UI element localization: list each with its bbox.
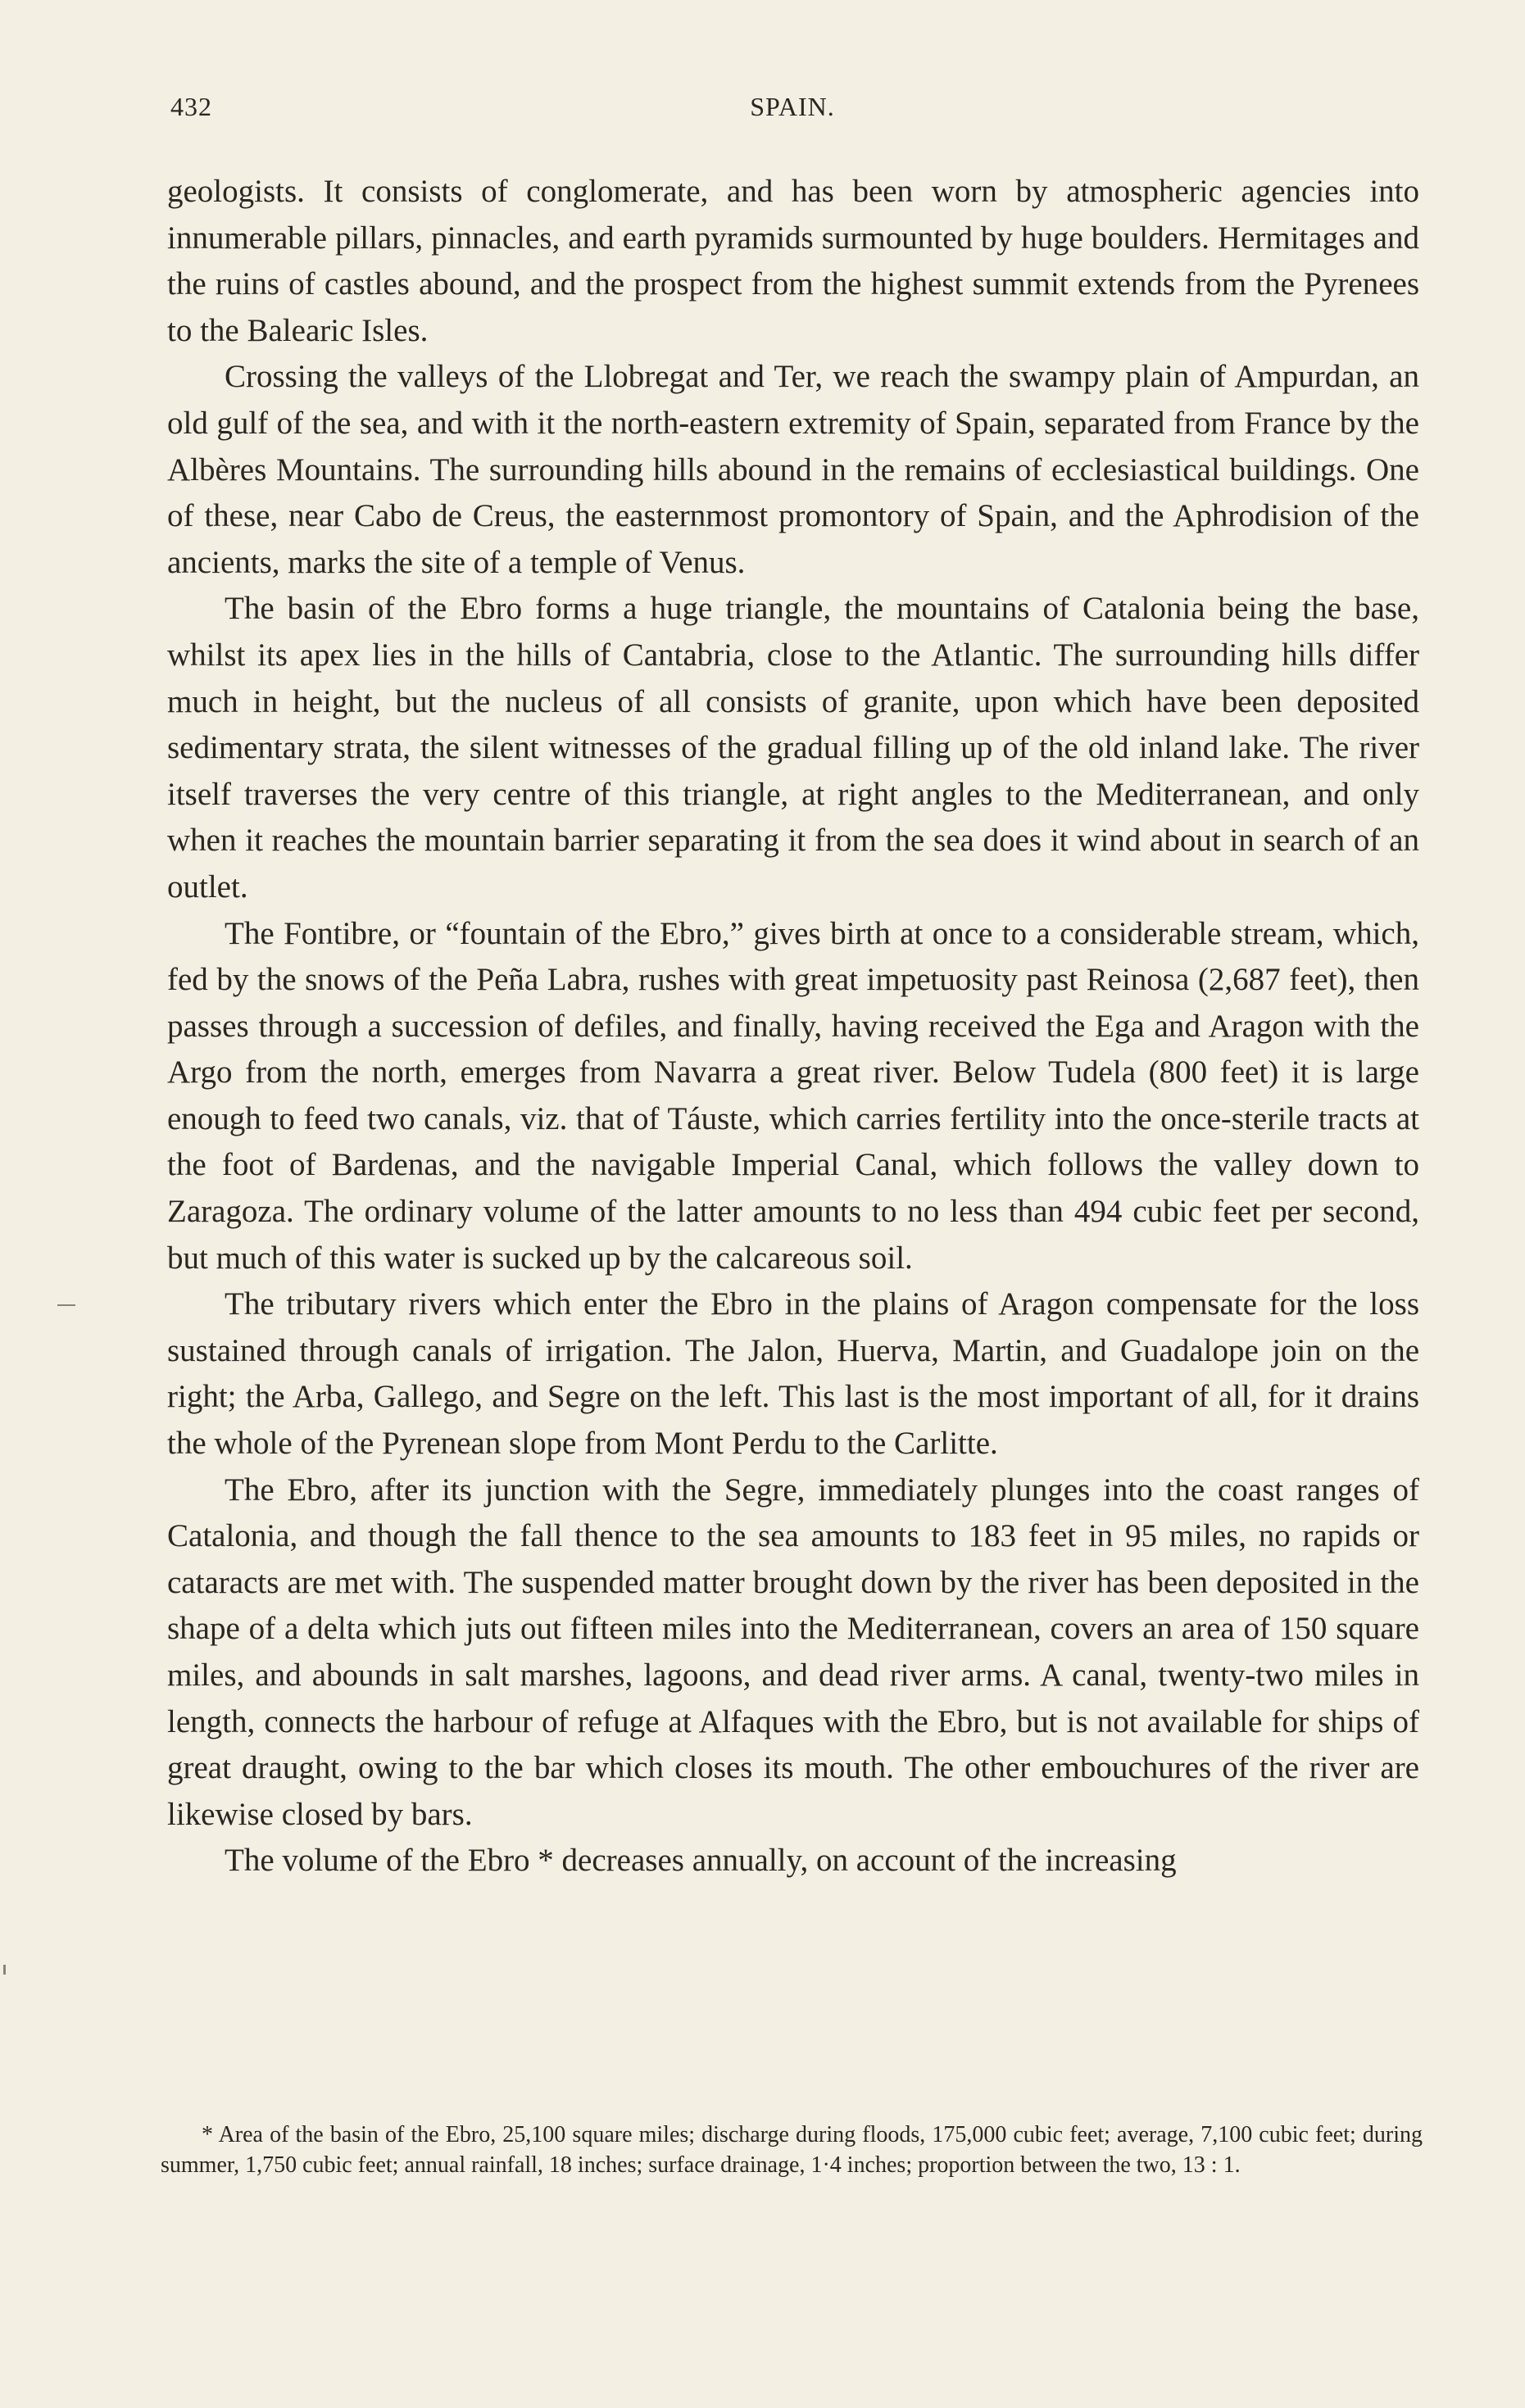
margin-mark [57, 1304, 75, 1306]
footnote: * Area of the basin of the Ebro, 25,100 square miles; discharge during floods, 175,000 cubic feet; average, 7,100 cubic feet; during summer, 1,750 cubic feet; annual rainfall, 18 inches; surface drainage, 1·4 inches; proportion between the two, 13 : 1. [161, 2122, 1423, 2178]
margin-mark [3, 1965, 6, 1975]
paragraph-ebro-basin: The basin of the Ebro forms a huge triangle, the mountains of Catalonia being the base, whilst its apex lies in the hills of Cantabria, close to the Atlantic. The surrounding hills differ much in height, but the nucleus of all consists of granite, upon which have been deposited sedimentary strata, the silent witnesses of the gradual filling up of the old inland lake. The river itself traverses the very centre of this triangle, at right angles to the Mediterranean, and only when it reaches the mountain barrier separating it from the sea does it wind about in search of an outlet. [167, 591, 1419, 905]
paragraph-ampurdan: Crossing the valleys of the Llobregat and Ter, we reach the swampy plain of Ampurdan, an old gulf of the sea, and with it the north-eastern extremity of Spain, separated from France by the Albères Mountains. The surrounding hills abound in the remains of ecclesiastical buildings. One of these, near Cabo de Creus, the easternmost promontory of Spain, and the Aphrodision of the ancients, marks the site of a temple of Venus. [167, 359, 1419, 580]
body-text [167, 169, 1419, 1884]
page-number: 432 [170, 92, 212, 121]
paragraph-geologists: geologists. It consists of conglomerate, and has been worn by atmospheric agencies into innumerable pillars, pinnacles, and earth pyramids surmounted by huge boulders. Hermitages and the ruins of castles abound, and the prospect from the highest summit extends from the Pyrenees to the Balearic Isles. [167, 174, 1419, 348]
paragraph-tributaries: The tributary rivers which enter the Ebro in the plains of Aragon compensate for the loss sustained through canals of irrigation. The Jalon, Huerva, Martin, and Guadalope join on the right; the Arba, Gallego, and Segre on the left. This last is the most important of all, for it drains the whole of the Pyrenean slope from Mont Perdu to the Carlitte. [167, 1286, 1419, 1462]
paragraph-fontibre: The Fontibre, or “fountain of the Ebro,” gives birth at once to a considerable stream, which, fed by the snows of the Peña Labra, rushes with great impetuosity past Reinosa (2,687 feet), then passes through a succession of defiles, and finally, having received the Ega and Aragon with the Argo from the north, emerges from Navarra a great river. Below Tudela (800 feet) it is large enough to feed two canals, viz. that of Táuste, which carries fertility into the once-sterile tracts at the foot of Bardenas, and the navigable Imperial Canal, which follows the valley down to Zaragoza. The ordinary volume of the latter amounts to no less than 494 cubic feet per second, but much of this water is sucked up by the calcareous soil. [167, 915, 1419, 1276]
running-title: SPAIN. [750, 92, 835, 121]
paragraph-ebro-delta: The Ebro, after its junction with the Segre, immediately plunges into the coast ranges of Catalonia, and though the fall thence to the sea amounts to 183 feet in 95 miles, no rapids or cataracts are met with. The suspended matter brought down by the river has been deposited in the shape of a delta which juts out fifteen miles into the Mediterranean, covers an area of 150 square miles, and abounds in salt marshes, lagoons, and dead river arms. A canal, twenty-two miles in length, connects the harbour of refuge at Alfaques with the Ebro, but is not available for ships of great draught, owing to the bar which closes its mouth. The other embouchures of the river are likewise closed by bars. [167, 1472, 1419, 1832]
paragraph-ebro-volume: The volume of the Ebro * decreases annually, on account of the increasing [225, 1843, 1177, 1879]
running-head [164, 92, 1421, 131]
